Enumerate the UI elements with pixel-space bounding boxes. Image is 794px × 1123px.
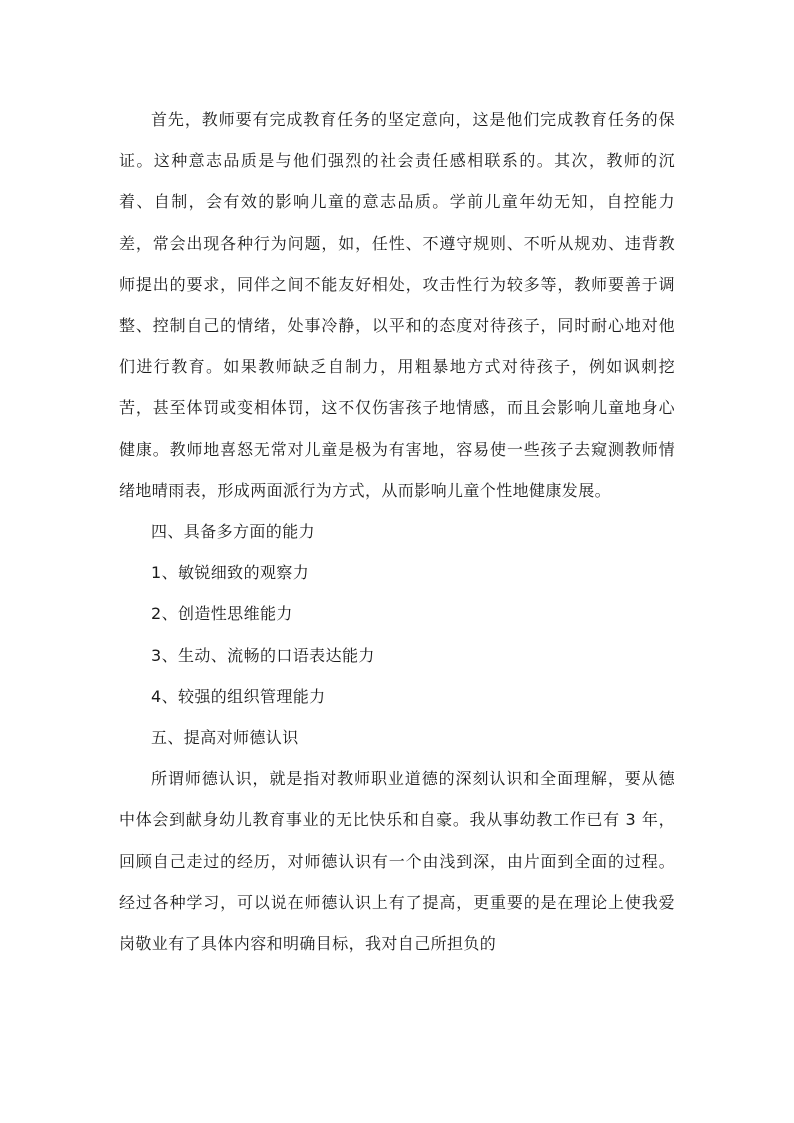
list-item-organization: 4、较强的组织管理能力 xyxy=(151,686,326,706)
paragraph-ethics-recognition: 所谓师德认识，就是指对教师职业道德的深刻认识和全面理解，要从德中体会到献身幼儿教育事业的无比快乐和自豪。我从事幼教工作已有 3 年，回顾自己走过的经历，对师德认识有一个由浅到深，由片面到全面的过程。经过各种学习，可以说在师德认识上有了提高，更重要的是在理论上使我爱岗敬业有了具体内容和明确目标，我对自己所担负的 xyxy=(119,769,675,954)
list-item-creative-thinking: 2、创造性思维能力 xyxy=(151,604,293,624)
document-body xyxy=(119,99,675,964)
paragraph-teacher-will: 首先，教师要有完成教育任务的坚定意向，这是他们完成教育任务的保证。这种意志品质是与他们强烈的社会责任感相联系的。其次，教师的沉着、自制，会有效的影响儿童的意志品质。学前儿童年幼无知，自控能力差，常会出现各种行为问题，如，任性、不遵守规则、不听从规劝、违背教师提出的要求，同伴之间不能友好相处，攻击性行为较多等，教师要善于调整、控制自己的情绪，处事冷静，以平和的态度对待孩子，同时耐心地对他们进行教育。如果教师缺乏自制力，用粗暴地方式对待孩子，例如讽刺挖苦，甚至体罚或变相体罚，这不仅伤害孩子地情感，而且会影响儿童地身心健康。教师地喜怒无常对儿童是极为有害地，容易使一些孩子去窥测教师情绪地晴雨表，形成两面派行为方式，从而影响儿童个性地健康发展。 xyxy=(119,110,675,500)
list-item-oral-expression: 3、生动、流畅的口语表达能力 xyxy=(151,645,375,665)
list-item-observation: 1、敏锐细致的观察力 xyxy=(151,563,310,583)
section-heading-ethics: 五、提高对师德认识 xyxy=(151,728,299,748)
section-heading-abilities: 四、具备多方面的能力 xyxy=(151,522,316,542)
